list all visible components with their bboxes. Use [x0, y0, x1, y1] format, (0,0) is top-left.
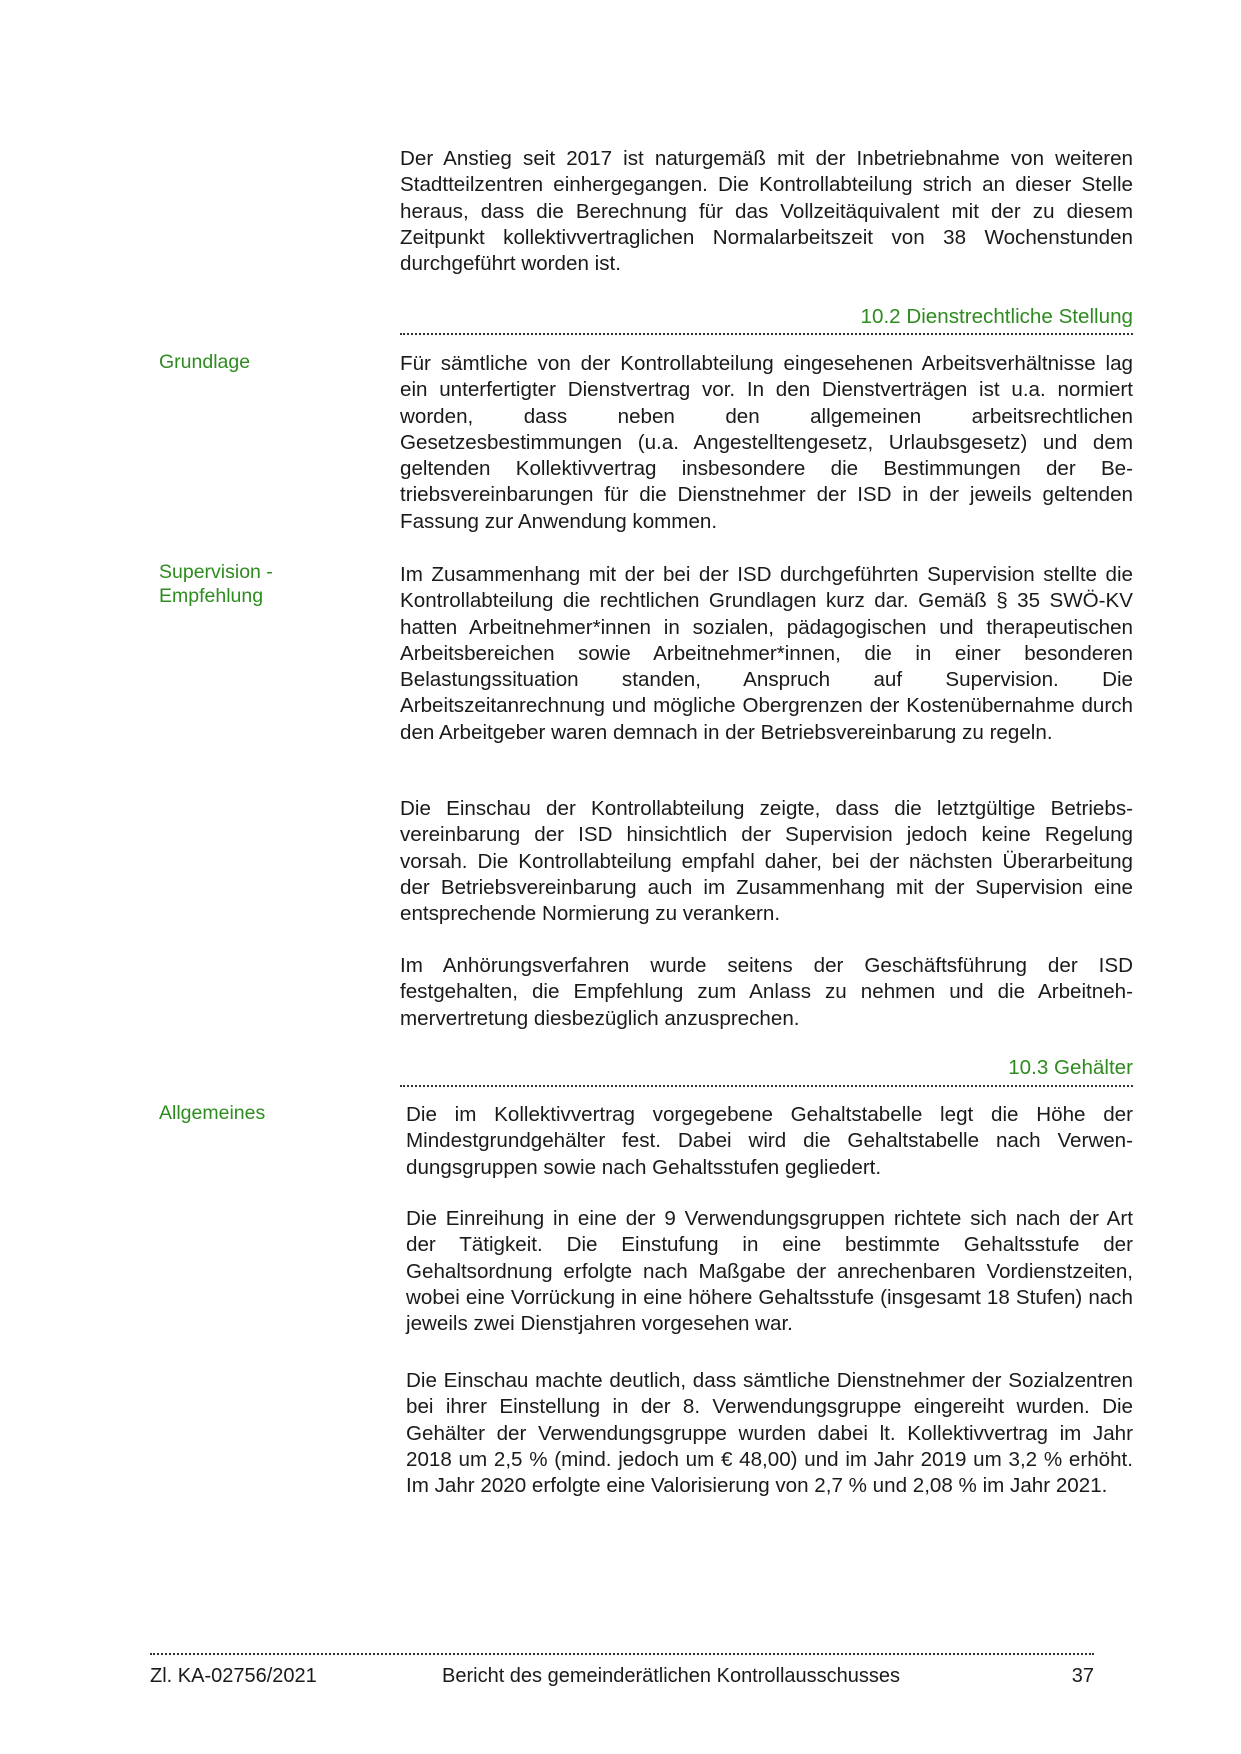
supervision-paragraph-2: Die Einschau der Kontrollabteilung zeigte, dass die letztgültige Betriebsvereinbarung der ISD hinsichtlich der Supervision jedoch keine Regelung vorsah. Die Kontrollabteilung empfahl daher, bei der nächsten Überarbeitung der Betriebsvereinbarung auch im Zusammenhang mit der Supervision eine entsprechende Normierung zu verankern. [400, 797, 1133, 926]
margin-label-supervision-line1: Supervision - [159, 561, 273, 583]
supervision-paragraph-3: Im Anhörungsverfahren wurde seitens der Geschäftsführung der ISD festgehalten, die Empfehlung zum Anlass zu nehmen und die Arbeitnehmervertretung diesbezüglich anzusprechen. [400, 954, 1133, 1030]
margin-label-supervision [159, 560, 359, 608]
footer-page-number: 37 [1071, 1665, 1094, 1687]
margin-label-grundlage: Grundlage [159, 351, 251, 373]
allgemeines-paragraph-1: Die im Kollektivvertrag vorgegebene Gehaltstabelle legt die Höhe der Mindestgrundgehälter fest. Dabei wird die Gehaltstabelle nach Verwendungsgruppen sowie nach Gehaltsstufen gegliedert. [406, 1103, 1133, 1179]
allgemeines-paragraph-3: Die Einschau machte deutlich, dass sämtliche Dienstnehmer der Sozialzentren bei ihrer Einstellung in der 8. Verwendungsgruppe eingereiht wurden. Die Gehälter der Verwendungsgruppe wurden dabei lt. Kollektivvertrag im Jahr 2018 um 2,5 % (mind. jedoch um € 48,00) und im Jahr 2019 um 3,2 % erhöht. Im Jahr 2020 erfolgte eine Valorisierung von 2,7 % und 2,08 % im Jahr 2021. [406, 1369, 1133, 1498]
grundlage-paragraph: Für sämtliche von der Kontrollabteilung eingesehenen Arbeitsverhältnisse lag ein unterfertigter Dienstvertrag vor. In den Dienstverträgen ist u.a. normiert worden, dass neben den allgemeinen arbeitsrechtlichen Gesetzesbestimmungen (u.a. Angestelltengesetz, Urlaubsgesetz) und dem geltenden Kollektivvertrag insbesondere die Bestimmungen der Betriebsvereinbarungen für die Dienstnehmer der ISD in der jeweils geltenden Fassung zur Anwendung kommen. [400, 352, 1133, 533]
supervision-paragraph-1: Im Zusammenhang mit der bei der ISD durchgeführten Supervision stellte die Kontrollabteilung die rechtlichen Grundlagen kurz dar. Gemäß § 35 SWÖ-KV hatten Arbeitnehmer*innen in sozialen, pädagogischen und therapeutischen Arbeitsbereichen sowie Arbeitnehmer*innen, die in einer besonderen Belastungssituation standen, Anspruch auf Supervision. Die Arbeitszeitanrechnung und mögliche Obergrenzen der Kostenübernahme durch den Arbeitgeber waren demnach in der Betriebsvereinbarung zu regeln. [400, 563, 1133, 744]
margin-label-allgemeines: Allgemeines [159, 1102, 266, 1124]
footer-divider [150, 1653, 1094, 1655]
allgemeines-paragraph-2: Die Einreihung in eine der 9 Verwendungsgruppen richtete sich nach der Art der Tätigkeit. Die Einstufung in eine bestimmte Gehaltsstufe der Gehaltsordnung erfolgte nach Maßgabe der anrechenbaren Vordienstzeiten, wobei eine Vorrückung in eine höhere Gehaltsstufe (insgesamt 18 Stufen) nach jeweils zwei Dienstjahren vorgesehen war. [406, 1207, 1133, 1336]
section-divider [400, 333, 1133, 335]
intro-paragraph: Der Anstieg seit 2017 ist naturgemäß mit der Inbetriebnahme von weiteren Stadtteilzentren einhergegangen. Die Kontrollabteilung strich an dieser Stelle heraus, dass die Berechnung für das Vollzeitäquivalent mit der zu diesem Zeitpunkt kollektivvertraglichen Normalarbeitszeit von 38 Wochenstunden durchgeführt worden ist. [400, 147, 1133, 276]
section-heading-10-2: 10.2 Dienstrechtliche Stellung [860, 305, 1133, 328]
margin-label-supervision-line2: Empfehlung [159, 585, 264, 607]
section-divider [400, 1085, 1133, 1087]
section-heading-10-3: 10.3 Gehälter [1008, 1056, 1133, 1079]
footer-report-title: Bericht des gemeinderätlichen Kontrollausschusses [442, 1665, 901, 1687]
footer-doc-number: Zl. KA-02756/2021 [150, 1665, 317, 1687]
